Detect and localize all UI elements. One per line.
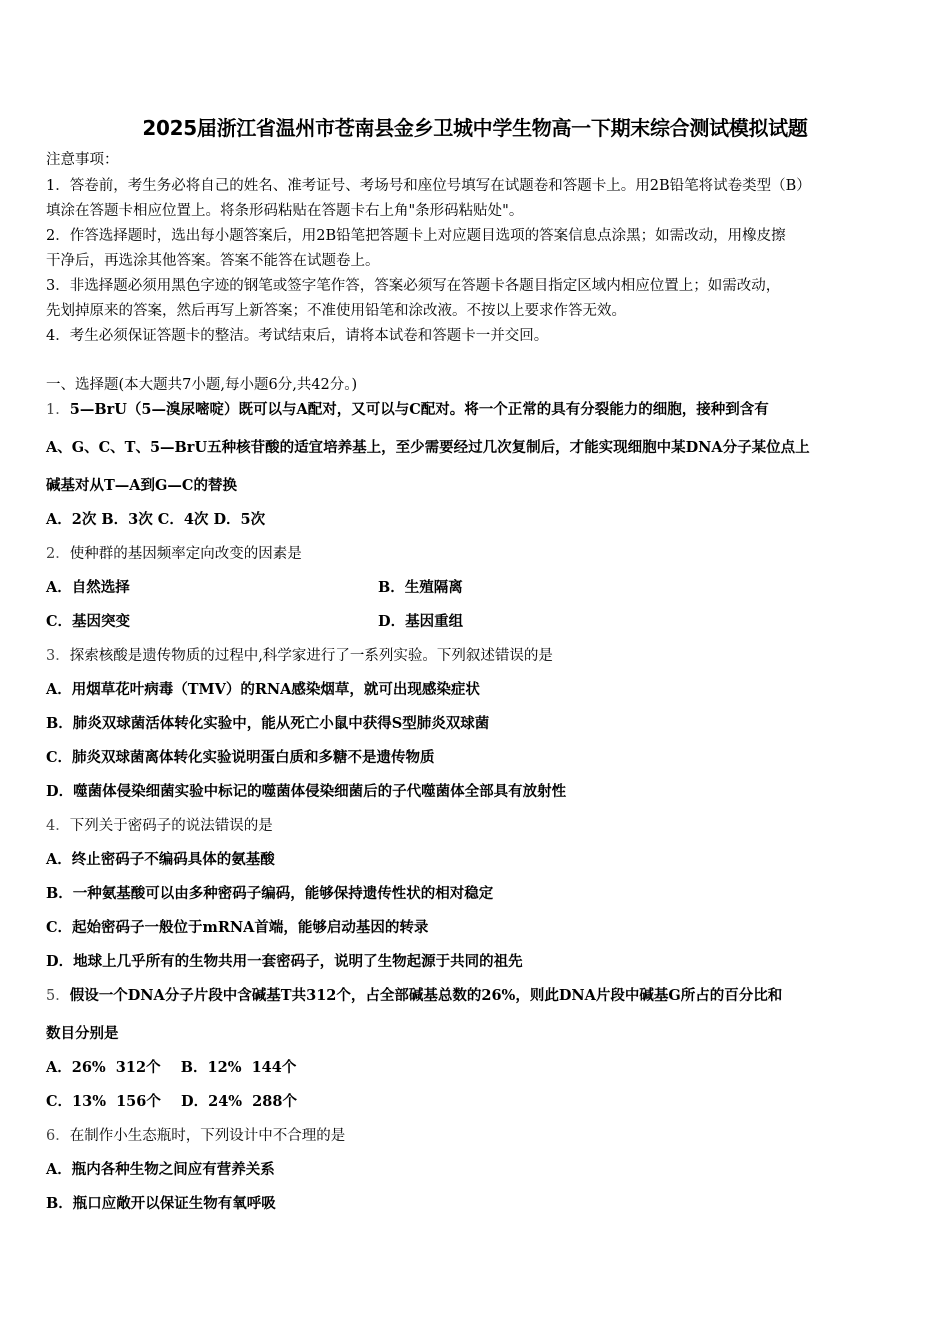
exam-title: 2025届浙江省温州市苍南县金乡卫城中学生物高一下期末综合测试模拟试题 [142,116,808,140]
question-text: 使种群的基因频率定向改变的因素是 [69,546,302,562]
note-line: 3．非选择题必须用黑色字迹的钢笔或签字笔作答，答案必须写在答题卡各题目指定区域内相应位置上；如需改动， [46,278,781,294]
question-5-options-cd: C．13% 156个 D．24% 288个 [46,1093,297,1110]
note-line: 干净后，再选涂其他答案。答案不能答在试题卷上。 [46,253,380,269]
option-d: D．基因重组 [378,613,464,630]
option-b: B．一种氨基酸可以由多种密码子编码，能够保持遗传性状的相对稳定 [46,885,494,902]
option-b: B．肺炎双球菌活体转化实验中，能从死亡小鼠中获得S型肺炎双球菌 [46,715,490,732]
question-6 [46,1126,916,1146]
question-1-line3: 碱基对从T—A到G—C的替换 [46,477,237,494]
question-3 [46,646,916,666]
question-1-line2: A、G、C、T、5—BrU五种核苷酸的适宜培养基上，至少需要经过几次复制后，才能实现细胞中某DNA分子某位点上 [46,439,810,456]
option-c: C．肺炎双球菌离体转化实验说明蛋白质和多糖不是遗传物质 [46,749,435,766]
question-2-options-row2 [46,612,916,632]
option-d: D．噬菌体侵染细菌实验中标记的噬菌体侵染细菌后的子代噬菌体全部具有放射性 [46,783,567,800]
question-number: 5． [46,988,70,1004]
question-number: 1． [46,402,70,418]
option-c: C．起始密码子一般位于mRNA首端，能够启动基因的转录 [46,919,429,936]
question-5-options-ab: A．26% 312个 B．12% 144个 [46,1059,297,1076]
option-a: A．瓶内各种生物之间应有营养关系 [46,1161,275,1178]
option-d: D．地球上几乎所有的生物共用一套密码子，说明了生物起源于共同的祖先 [46,953,523,970]
question-number: 4． [46,818,70,834]
question-5-line2: 数目分别是 [46,1025,119,1042]
option-c: C．基因突变 [46,613,131,630]
question-4 [46,816,916,836]
note-line: 填涂在答题卡相应位置上。将条形码粘贴在答题卡右上角"条形码粘贴处"。 [46,203,524,219]
question-number: 3． [46,648,70,664]
question-number: 2． [46,546,70,562]
question-5 [46,986,916,1006]
question-text: 5—BrU（5—溴尿嘧啶）既可以与A配对，又可以与C配对。将一个正常的具有分裂能力的细胞，接种到含有 [69,401,769,418]
section-heading: 一、选择题(本大题共7小题,每小题6分,共42分。) [46,377,358,393]
option-b: B．瓶口应敞开以保证生物有氧呼吸 [46,1195,276,1212]
note-line: 先划掉原来的答案，然后再写上新答案；不准使用铅笔和涂改液。不按以上要求作答无效。 [46,303,626,319]
note-line: 1．答卷前，考生务必将自己的姓名、准考证号、考场号和座位号填写在试题卷和答题卡上。用2B铅笔将试卷类型（B） [46,178,811,194]
note-line: 2．作答选择题时，选出每小题答案后，用2B铅笔把答题卡上对应题目选项的答案信息点涂黑；如需改动，用橡皮擦 [46,228,786,244]
question-2-options-row1 [46,578,916,598]
question-2 [46,544,916,564]
question-text: 在制作小生态瓶时，下列设计中不合理的是 [69,1128,346,1144]
question-text: 探索核酸是遗传物质的过程中,科学家进行了一系列实验。下列叙述错误的是 [69,648,553,664]
question-1-options: A．2次 B．3次 C．4次 D．5次 [46,511,266,528]
option-a: A．终止密码子不编码具体的氨基酸 [46,851,275,868]
question-1 [46,400,916,420]
question-number: 6． [46,1128,70,1144]
question-text: 假设一个DNA分子片段中含碱基T共312个，占全部碱基总数的26%，则此DNA片段中碱基G所占的百分比和 [69,987,783,1004]
question-text: 下列关于密码子的说法错误的是 [69,818,273,834]
note-line: 4．考生必须保证答题卡的整洁。考试结束后，请将本试卷和答题卡一并交回。 [46,328,549,344]
option-a: A．用烟草花叶病毒（TMV）的RNA感染烟草，就可出现感染症状 [46,681,480,698]
notes-heading: 注意事项： [46,152,119,168]
option-b: B．生殖隔离 [378,579,463,596]
option-a: A．自然选择 [46,579,130,596]
